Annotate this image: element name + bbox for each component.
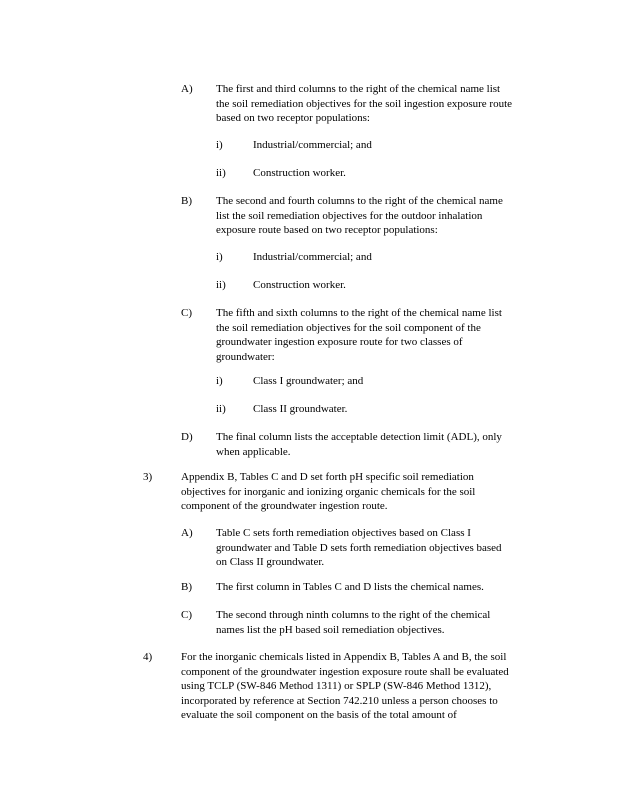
item-4-label: 4) xyxy=(143,651,153,663)
item-a-text: The first and third columns to the right of the chemical name list the soil remediation objectives for the soil ingestion exposure route based on two receptor populations: xyxy=(216,83,513,125)
item-a-ii-text: Construction worker. xyxy=(253,167,346,179)
item-a-ii-label: ii) xyxy=(216,167,226,179)
item-c-label: C) xyxy=(181,307,192,319)
item-3-a-label: A) xyxy=(181,527,193,539)
item-b-ii-label: ii) xyxy=(216,279,226,291)
item-b-i-label: i) xyxy=(216,251,223,263)
item-a-i-label: i) xyxy=(216,139,223,151)
item-d-label: D) xyxy=(181,431,193,443)
item-b-ii-text: Construction worker. xyxy=(253,279,346,291)
item-3-b-label: B) xyxy=(181,581,192,593)
item-a-i-text: Industrial/commercial; and xyxy=(253,139,372,151)
item-3-c-text: The second through ninth columns to the right of the chemical names list the pH based soil remediation objectives. xyxy=(216,609,491,636)
item-b-i-text: Industrial/commercial; and xyxy=(253,251,372,263)
item-c-ii-label: ii) xyxy=(216,403,226,415)
item-b-label: B) xyxy=(181,195,192,207)
item-3-text: Appendix B, Tables C and D set forth pH specific soil remediation objectives for inorganic and ionizing organic chemicals for the soil component of the groundwater ingestion route. xyxy=(181,471,476,513)
item-d-text: The final column lists the acceptable detection limit (ADL), only when applicable. xyxy=(216,431,502,458)
item-c-ii-text: Class II groundwater. xyxy=(253,403,348,415)
item-3-c-label: C) xyxy=(181,609,192,621)
item-c-i-text: Class I groundwater; and xyxy=(253,375,364,387)
item-b-text: The second and fourth columns to the right of the chemical name list the soil remediation objectives for the outdoor inhalation exposure route based on two receptor populations: xyxy=(216,195,503,237)
item-3-a-text: Table C sets forth remediation objectives based on Class I groundwater and Table D sets forth remediation objectives based on Class II groundwater. xyxy=(216,527,502,569)
item-a-label: A) xyxy=(181,83,193,95)
item-4-text: For the inorganic chemicals listed in Appendix B, Tables A and B, the soil component of the groundwater ingestion exposure route shall be evaluated using TCLP (SW-846 Method 1311) or SPLP (SW-846 Method 1312), incorporated by reference at Section 742.210 unless a person chooses to evaluate the soil component on the basis of the total amount of xyxy=(181,651,509,722)
item-3-b-text: The first column in Tables C and D lists the chemical names. xyxy=(216,581,484,593)
item-c-text: The fifth and sixth columns to the right of the chemical name list the soil remediation objectives for the soil component of the groundwater ingestion exposure route for two classes of groundwater: xyxy=(216,307,502,363)
item-c-i-label: i) xyxy=(216,375,223,387)
item-3-label: 3) xyxy=(143,471,153,483)
